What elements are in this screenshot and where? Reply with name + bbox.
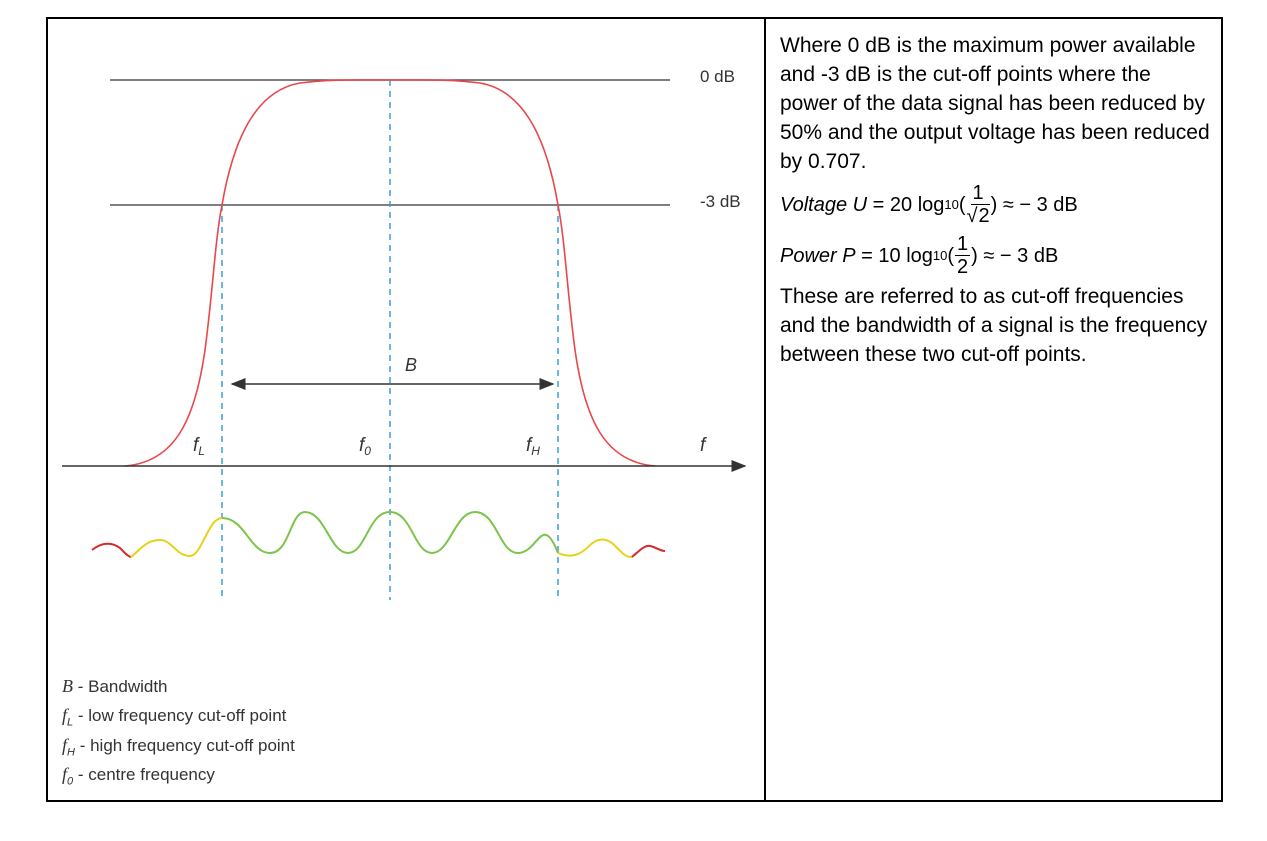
voltage-formula-eq: = 20 log: [872, 193, 945, 216]
power-numerator: 1: [957, 233, 969, 255]
legend-symbol-sub: H: [67, 746, 75, 759]
legend-row-f-low: [62, 704, 295, 733]
explanation-outro: These are referred to as cut-off frequencies and the bandwidth of a signal is the frequency between these two cut-off points.: [780, 285, 1208, 366]
power-denominator: 2: [957, 256, 969, 278]
f-axis-label: f: [700, 435, 706, 456]
power-formula-result: ≈ − 3 dB: [983, 244, 1059, 267]
legend-row-f-centre: [62, 763, 295, 792]
legend-row-f-high: [62, 734, 295, 763]
explanation-intro: Where 0 dB is the maximum power available and -3 dB is the cut-off points where the power of the data signal has been reduced by 50% and the output voltage has been reduced by 0.707.: [780, 34, 1210, 173]
voltage-radicand: 2: [978, 205, 990, 227]
voltage-formula-result: ≈ − 3 dB: [1002, 193, 1078, 216]
voltage-formula: Voltage U = 20 log 10 ( $\frac{1}{√2}$ ) ≈ − 3 dB: [780, 182, 1078, 227]
zero-db-label: 0 dB: [700, 67, 735, 86]
power-formula-label: Power P: [780, 244, 856, 267]
power-formula-eq: = 10 log: [861, 244, 933, 267]
voltage-log-base: 10: [944, 196, 959, 212]
legend-symbol: f: [62, 764, 68, 785]
wave-yellow-left: [131, 518, 222, 557]
explanation-panel: [780, 31, 1210, 369]
legend-symbol: f: [62, 705, 68, 726]
power-formula: Power P = 10 log 10 ( $\frac{1}{2}$ ) ≈ − 3 dB: [780, 233, 1059, 278]
legend-text: - Bandwidth: [77, 677, 168, 696]
wave-red-right: [632, 546, 665, 557]
legend: [62, 675, 295, 793]
legend-text: - centre frequency: [77, 765, 215, 785]
f-high-label: $f_H$: [526, 435, 540, 458]
legend-symbol-sub: 0: [67, 775, 74, 788]
voltage-formula-label: Voltage U: [780, 193, 868, 216]
f-low-label: $f_L$: [193, 435, 205, 458]
legend-text: - high frequency cut-off point: [79, 735, 295, 755]
legend-symbol: f: [62, 734, 68, 755]
signal-wave: [92, 512, 665, 557]
wave-red-left: [92, 544, 131, 557]
voltage-denominator: √2: [966, 205, 990, 227]
f-centre-label: $f_0$: [359, 435, 371, 458]
legend-symbol-sub: L: [67, 716, 74, 729]
minus3-db-label: -3 dB: [700, 192, 741, 211]
voltage-fraction: [967, 182, 990, 227]
legend-symbol: B: [62, 676, 73, 696]
wave-yellow-right: [558, 539, 632, 557]
legend-row-bandwidth: [62, 675, 295, 704]
legend-text: - low frequency cut-off point: [77, 706, 287, 726]
voltage-numerator: 1: [972, 182, 984, 204]
power-fraction: [955, 233, 970, 278]
bandwidth-label: B: [405, 355, 418, 375]
power-log-base: 10: [932, 247, 948, 263]
